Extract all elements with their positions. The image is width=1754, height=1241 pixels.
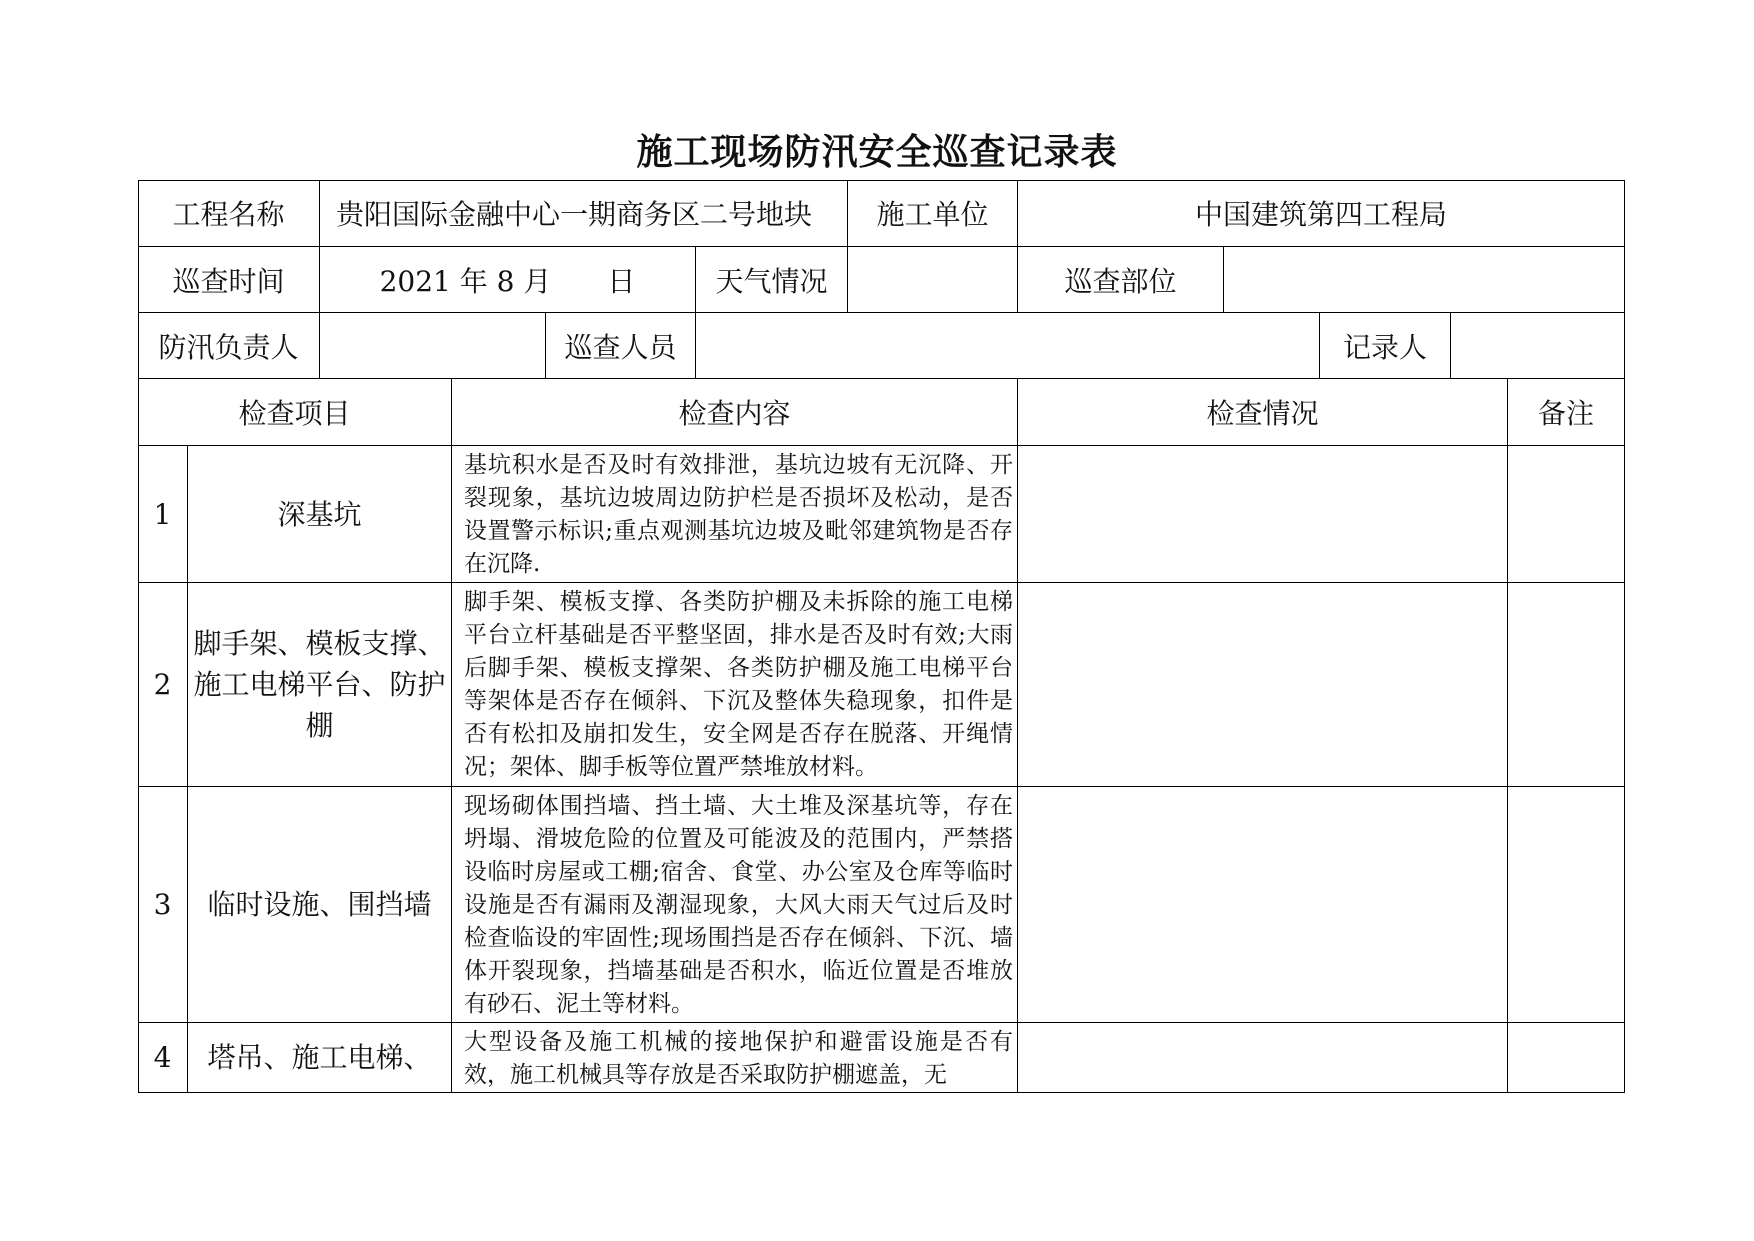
row-number: 3 [138, 787, 188, 1023]
project-value: 贵阳国际金融中心一期商务区二号地块 [320, 180, 848, 247]
row-number: 1 [138, 446, 188, 583]
time-label: 巡查时间 [138, 247, 320, 313]
location-label: 巡查部位 [1018, 247, 1224, 313]
row-remarks [1508, 446, 1625, 583]
row-status [1018, 1023, 1508, 1093]
row-remarks [1508, 583, 1625, 787]
recorder-label: 记录人 [1320, 313, 1451, 379]
flood-lead-value [320, 313, 546, 379]
row-remarks [1508, 787, 1625, 1023]
column-header-status: 检查情况 [1018, 379, 1508, 446]
row-status [1018, 446, 1508, 583]
project-label: 工程名称 [138, 180, 320, 247]
inspectors-value [696, 313, 1320, 379]
weather-label: 天气情况 [696, 247, 848, 313]
row-content: 大型设备及施工机械的接地保护和避雷设施是否有效，施工机械具等存放是否采取防护棚遮盖，无 [452, 1023, 1018, 1093]
row-item: 临时设施、围挡墙 [188, 787, 452, 1023]
column-header-content: 检查内容 [452, 379, 1018, 446]
row-content: 脚手架、模板支撑、各类防护棚及未拆除的施工电梯平台立杆基础是否平整坚固，排水是否及时有效;大雨后脚手架、模板支撑架、各类防护棚及施工电梯平台等架体是否存在倾斜、下沉及整体失稳现象，扣件是否有松扣及崩扣发生，安全网是否存在脱落、开绳情况；架体、脚手板等位置严禁堆放材料。 [452, 583, 1018, 787]
row-number: 4 [138, 1023, 188, 1093]
contractor-value: 中国建筑第四工程局 [1018, 180, 1625, 247]
flood-lead-label: 防汛负责人 [138, 313, 320, 379]
location-value [1224, 247, 1625, 313]
column-header-remarks: 备注 [1508, 379, 1625, 446]
contractor-label: 施工单位 [848, 180, 1018, 247]
row-item: 脚手架、模板支撑、施工电梯平台、防护棚 [188, 583, 452, 787]
row-item: 塔吊、施工电梯、 [188, 1023, 452, 1093]
row-item: 深基坑 [188, 446, 452, 583]
recorder-value [1451, 313, 1625, 379]
row-status [1018, 583, 1508, 787]
row-status [1018, 787, 1508, 1023]
row-number: 2 [138, 583, 188, 787]
form-title: 施工现场防汛安全巡查记录表 [636, 131, 1118, 173]
row-remarks [1508, 1023, 1625, 1093]
time-value: 2021 年 8 月 日 [320, 247, 696, 313]
inspectors-label: 巡查人员 [546, 313, 696, 379]
column-header-item: 检查项目 [138, 379, 452, 446]
row-content: 现场砌体围挡墙、挡土墙、大土堆及深基坑等，存在坍塌、滑坡危险的位置及可能波及的范围内，严禁搭设临时房屋或工棚;宿舍、食堂、办公室及仓库等临时设施是否有漏雨及潮湿现象，大风大雨天气过后及时检查临设的牢固性;现场围挡是否存在倾斜、下沉、墙体开裂现象，挡墙基础是否积水，临近位置是否堆放有砂石、泥土等材料。 [452, 787, 1018, 1023]
row-content: 基坑积水是否及时有效排泄，基坑边坡有无沉降、开裂现象，基坑边坡周边防护栏是否损坏及松动，是否设置警示标识;重点观测基坑边坡及毗邻建筑物是否存在沉降. [452, 446, 1018, 583]
weather-value [848, 247, 1018, 313]
